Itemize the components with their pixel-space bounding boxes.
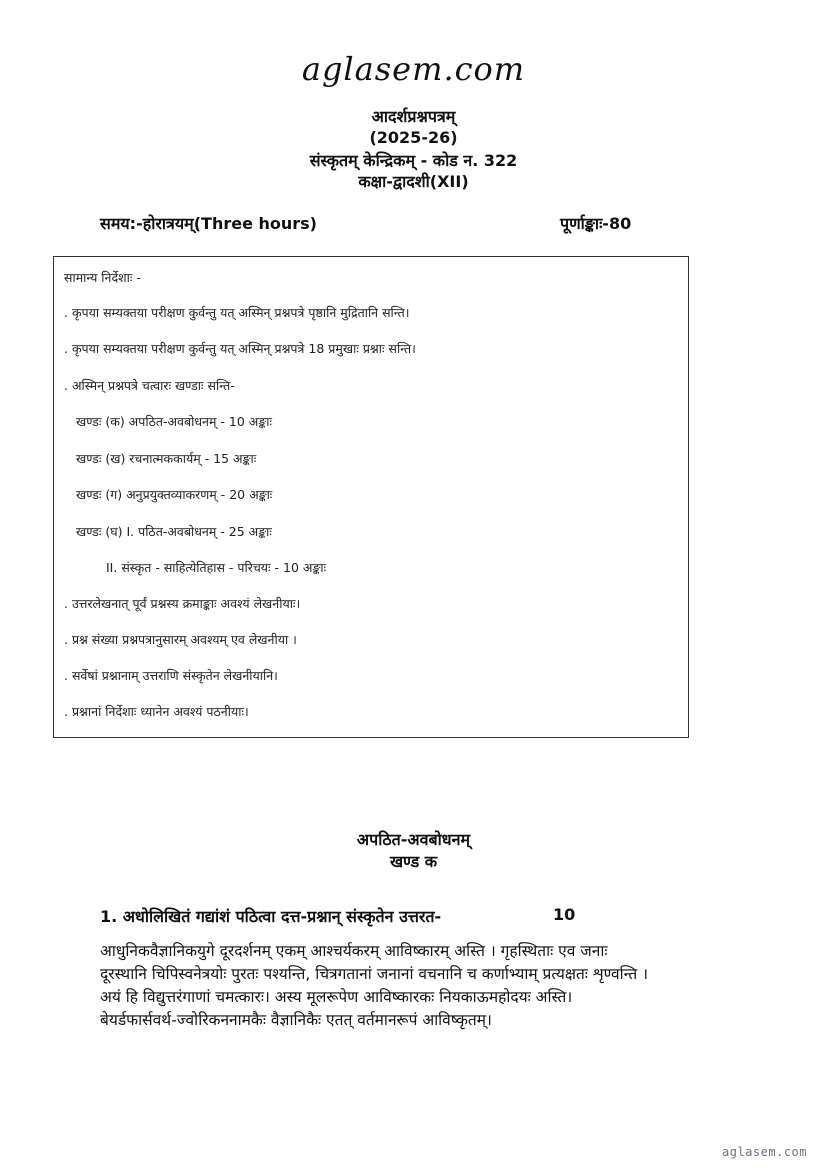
question-marks: 10 [553,905,576,924]
passage-line: अयं हि विद्युत्तरंगाणां चमत्कारः। अस्य मूलरूपेण आविष्कारकः नियकाऊमहोदयः अस्ति। [100,988,573,1006]
section-breakup-item: खण्डः (ख) रचनात्मककार्यम् - 15 अङ्काः [76,451,257,466]
instructions-heading: सामान्य निर्देशाः - [64,270,141,285]
question-text: 1. अधोलिखितं गद्यांशं पठित्वा दत्त-प्रश्नान् संस्कृतेन उत्तरत- [100,907,442,926]
passage [100,940,740,1032]
instruction-item: . अस्मिन् प्रश्नपत्रे चत्वारः खण्डाः सन्ति- [64,378,235,393]
section-breakup-item: खण्डः (क) अपठित-अवबोधनम् - 10 अङ्काः [76,414,272,429]
passage-line: आधुनिकवैज्ञानिकयुगे दूरदर्शनम् एकम् आश्चर्यकरम् आविष्कारम् अस्ति । गृहस्थिताः एव जनाः [100,942,608,960]
paper-year: (2025-26) [369,128,458,147]
maximum-marks: पूर्णाङ्काः-80 [560,214,632,233]
instructions-box [53,256,689,738]
footer-watermark: aglasem.com [722,1145,807,1159]
time-allowed: समय:-होरात्रयम्(Three hours) [100,214,317,233]
paper-class: कक्षा-द्वादशी(XII) [358,172,469,191]
passage-line: दूरस्थानि चिपिस्वनेत्रयोः पुरतः पश्यन्ति, चित्रगतानां जनानां वचनानि च कर्णाभ्याम् प्रत्यक्षतः शृण्वन्ति । [100,965,649,983]
section-breakup-item: खण्डः (ग) अनुप्रयुक्तव्याकरणम् - 20 अङ्काः [76,487,273,502]
section-title: अपठित-अवबोधनम् [356,830,471,849]
site-logo: aglasem.com [301,50,526,88]
instruction-item: . प्रश्न संख्या प्रश्नपत्रानुसारम् अवश्यम् एव लेखनीया । [64,632,297,647]
instruction-item: . कृपया सम्यक्तया परीक्षण कुर्वन्तु यत् अस्मिन् प्रश्नपत्रे 18 प्रमुखाः प्रश्नाः सन्ति। [64,341,416,356]
paper-subject: संस्कृतम् केन्द्रिकम् - कोड न. 322 [309,151,518,170]
section-breakup-item: खण्डः (घ) I. पठित-अवबोधनम् - 25 अङ्काः [76,524,272,539]
paper-title: आदर्शप्रश्नपत्रम् [371,107,456,126]
instruction-item: . कृपया सम्यक्तया परीक्षण कुर्वन्तु यत् अस्मिन् प्रश्नपत्रे पृष्ठानि मुद्रितानि सन्ति। [64,305,410,320]
instruction-item: . सर्वेषां प्रश्नानाम् उत्तराणि संस्कृतेन लेखनीयानि। [64,668,278,683]
section-breakup-item: II. संस्कृत - साहित्येतिहास - परिचयः - 10 अङ्काः [106,560,327,575]
instruction-item: . उत्तरलेखनात् पूर्वं प्रश्नस्य क्रमाङ्काः अवश्यं लेखनीयाः। [64,596,301,611]
section-subtitle: खण्ड क [389,852,438,871]
instruction-item: . प्रश्नानां निर्देशाः ध्यानेन अवश्यं पठनीयाः। [64,704,249,719]
passage-line: बेयर्डफार्सवर्थ-ज्वोरिकननामकैः वैज्ञानिकैः एतत् वर्तमानरूपं आविष्कृतम्। [100,1011,492,1029]
